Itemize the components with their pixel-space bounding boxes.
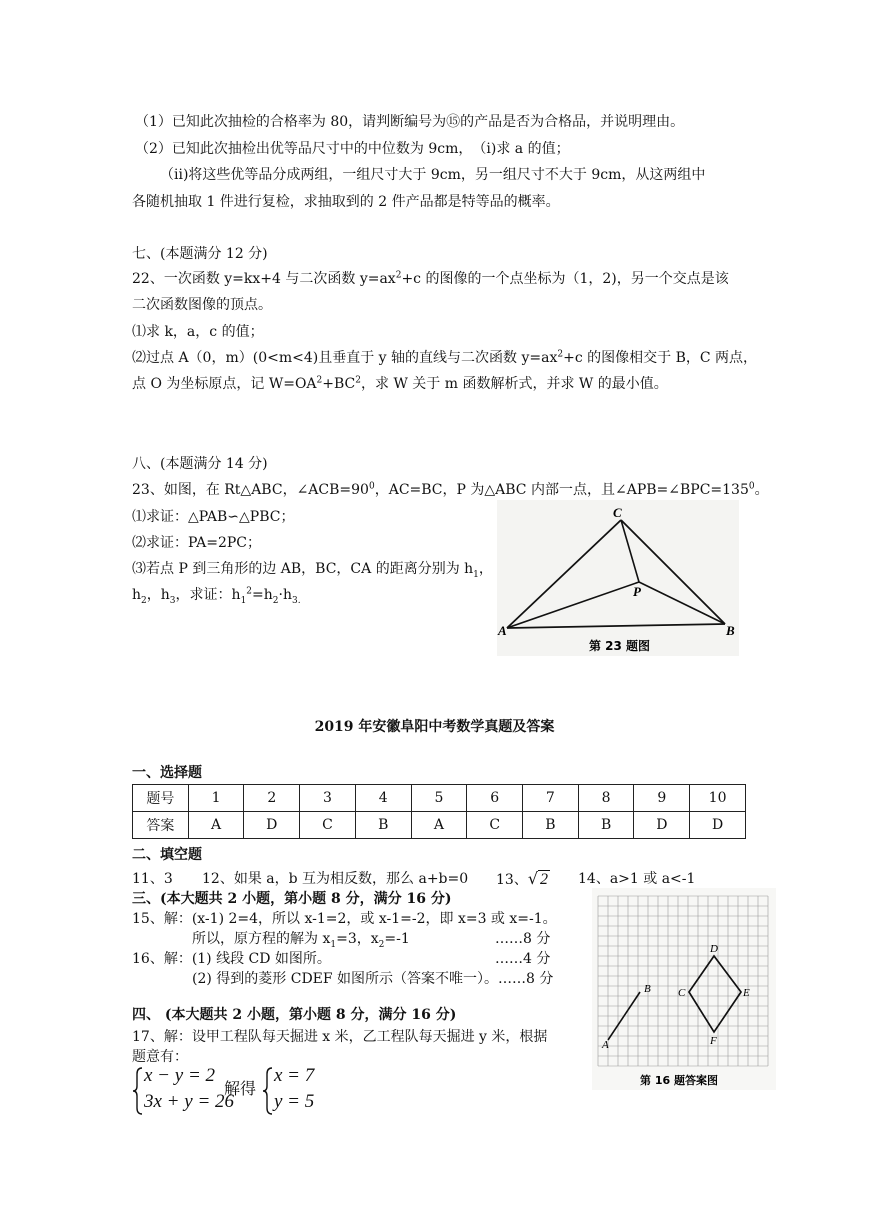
vertex-label-A: A bbox=[498, 623, 507, 638]
answers-title: 2019 年安徽阜阳中考数学真题及答案 bbox=[314, 719, 555, 735]
vertex-label-C: C bbox=[613, 505, 622, 520]
table-cell: B bbox=[355, 812, 411, 839]
left-brace-icon bbox=[132, 1066, 144, 1116]
answer-16-part1: 16、解：(1) 线段 CD 如图所。 bbox=[132, 951, 331, 967]
vertex-label-B: B bbox=[726, 623, 735, 638]
answer-15-line1: 15、解：(x-1) 2=4，所以 x-1=2，或 x-1=-2，即 x=3 或 x=-1。 bbox=[132, 911, 557, 927]
table-cell: A bbox=[411, 812, 467, 839]
equation-1: x − y = 2 bbox=[144, 1065, 216, 1086]
point-label-P: P bbox=[633, 584, 641, 599]
q22-part2: ⑵过点 A（0，m）(0<m<4)且垂直于 y 轴的直线与二次函数 $y=ax^2+c$ 的图像相交于 B，C 两点， bbox=[132, 349, 758, 366]
table-cell: D bbox=[244, 812, 300, 839]
table-header-cell: 答案 bbox=[133, 812, 189, 839]
section3-heading: 三、(本大题共 2 小题，第小题 8 分，满分 16 分) bbox=[132, 891, 452, 907]
answer-12: 12、如果 a，b 互为相反数，那么 a+b=0 bbox=[202, 871, 469, 887]
point-label-C: C bbox=[678, 987, 686, 999]
q22-stem-cont: 二次函数图像的顶点。 bbox=[132, 297, 272, 313]
answer-16-part1-score: ……4 分 bbox=[495, 951, 551, 967]
q23-part3-cont: $h_2$，$h_3$，求证：$h_1^2=h_2\cdot h_{3.}$ bbox=[132, 586, 301, 606]
multiple-choice-answer-table bbox=[132, 784, 746, 839]
solve-label: 解得 bbox=[224, 1079, 257, 1098]
answer-15-score: ……8 分 bbox=[495, 931, 551, 947]
left-brace-icon bbox=[262, 1066, 274, 1116]
table-row bbox=[133, 812, 746, 839]
point-label-A: A bbox=[602, 1039, 609, 1051]
table-cell: 6 bbox=[467, 785, 523, 812]
equation-2: 3x + y = 26 bbox=[144, 1091, 235, 1112]
figure-23-caption: 第 23 题图 bbox=[589, 639, 651, 653]
table-cell: D bbox=[634, 812, 690, 839]
table-cell: C bbox=[300, 812, 356, 839]
solution-y: y = 5 bbox=[274, 1091, 315, 1112]
point-label-B: B bbox=[644, 983, 651, 995]
section7-heading: 七、(本题满分 12 分) bbox=[132, 246, 268, 262]
table-cell: 8 bbox=[578, 785, 634, 812]
table-cell: 5 bbox=[411, 785, 467, 812]
q23-stem: 23、如图，在 Rt△ABC，$\angle ACB=90^0$，AC=BC，P 为△ABC 内部一点，且$\angle APB=\angle BPC=135^0$。 bbox=[132, 481, 769, 498]
q23-part3: ⑶若点 P 到三角形的边 AB，BC，CA 的距离分别为 $h_1$， bbox=[132, 561, 493, 580]
point-label-E: E bbox=[743, 987, 750, 999]
table-cell: 2 bbox=[244, 785, 300, 812]
q23-part2: ⑵求证：PA=2PC； bbox=[132, 535, 262, 551]
table-cell: 1 bbox=[188, 785, 244, 812]
q21-part2-ii: （ⅱ)将这些优等品分成两组，一组尺寸大于 9cm，另一组尺寸不大于 9cm，从这两组中 bbox=[160, 167, 706, 183]
triangle-figure-23 bbox=[497, 500, 739, 656]
table-cell: 7 bbox=[523, 785, 579, 812]
q22-stem: 22、一次函数 y=kx+4 与二次函数 $y=ax^2+c$ 的图像的一个点坐标为（1，2)，另一个交点是该 bbox=[132, 270, 729, 287]
answer-16-part2: (2) 得到的菱形 CDEF 如图所示（答案不唯一）。……8 分 bbox=[192, 971, 554, 987]
table-cell: 9 bbox=[634, 785, 690, 812]
q21-part1: （1）已知此次抽检的合格率为 80，请判断编号为⑮的产品是否为合格品，并说明理由。 bbox=[135, 114, 685, 130]
q22-part1: ⑴求 k，a，c 的值； bbox=[132, 324, 264, 340]
table-cell: 4 bbox=[355, 785, 411, 812]
point-label-F: F bbox=[710, 1035, 717, 1047]
q21-part2: （2）已知此次抽检出优等品尺寸中的中位数为 9cm， （ⅰ)求 a 的值； bbox=[135, 141, 570, 157]
grid-figure-16 bbox=[592, 888, 776, 1090]
figure-16-caption: 第 16 题答案图 bbox=[640, 1074, 718, 1087]
section4-heading: 四、 (本大题共 2 小题，第小题 8 分，满分 16 分) bbox=[132, 1007, 457, 1023]
answer-17-line1: 17、解：设甲工程队每天掘进 x 米，乙工程队每天掘进 y 米，根据 bbox=[132, 1029, 548, 1045]
solution-x: x = 7 bbox=[274, 1065, 315, 1086]
answer-11: 11、3 bbox=[132, 871, 173, 887]
point-label-D: D bbox=[710, 943, 718, 955]
table-row bbox=[133, 785, 746, 812]
answer-17-line2: 题意有： bbox=[132, 1049, 188, 1065]
table-cell: 10 bbox=[690, 785, 746, 812]
table-cell: B bbox=[523, 812, 579, 839]
table-cell: A bbox=[188, 812, 244, 839]
q23-part1: ⑴求证：△PAB∽△PBC； bbox=[132, 509, 295, 525]
table-cell: B bbox=[578, 812, 634, 839]
table-header-cell: 题号 bbox=[133, 785, 189, 812]
table-cell: 3 bbox=[300, 785, 356, 812]
section8-heading: 八、(本题满分 14 分) bbox=[132, 456, 268, 472]
section1-heading: 一、选择题 bbox=[132, 765, 202, 781]
table-cell: D bbox=[690, 812, 746, 839]
answer-13: 13、√ 2 bbox=[496, 869, 549, 888]
table-cell: C bbox=[467, 812, 523, 839]
answer-14: 14、a>1 或 a<-1 bbox=[578, 871, 696, 887]
q21-part2-ii-cont: 各随机抽取 1 件进行复检，求抽取到的 2 件产品都是特等品的概率。 bbox=[132, 194, 560, 210]
answer-15-line2: 所以，原方程的解为 $x_1=3$，$x_2=-1$ bbox=[192, 931, 410, 950]
q22-part2-cont: 点 O 为坐标原点，记 $W=OA^2+BC^2$，求 W 关于 m 函数解析式，并求 W 的最小值。 bbox=[132, 375, 668, 392]
section2-heading: 二、填空题 bbox=[132, 847, 202, 863]
